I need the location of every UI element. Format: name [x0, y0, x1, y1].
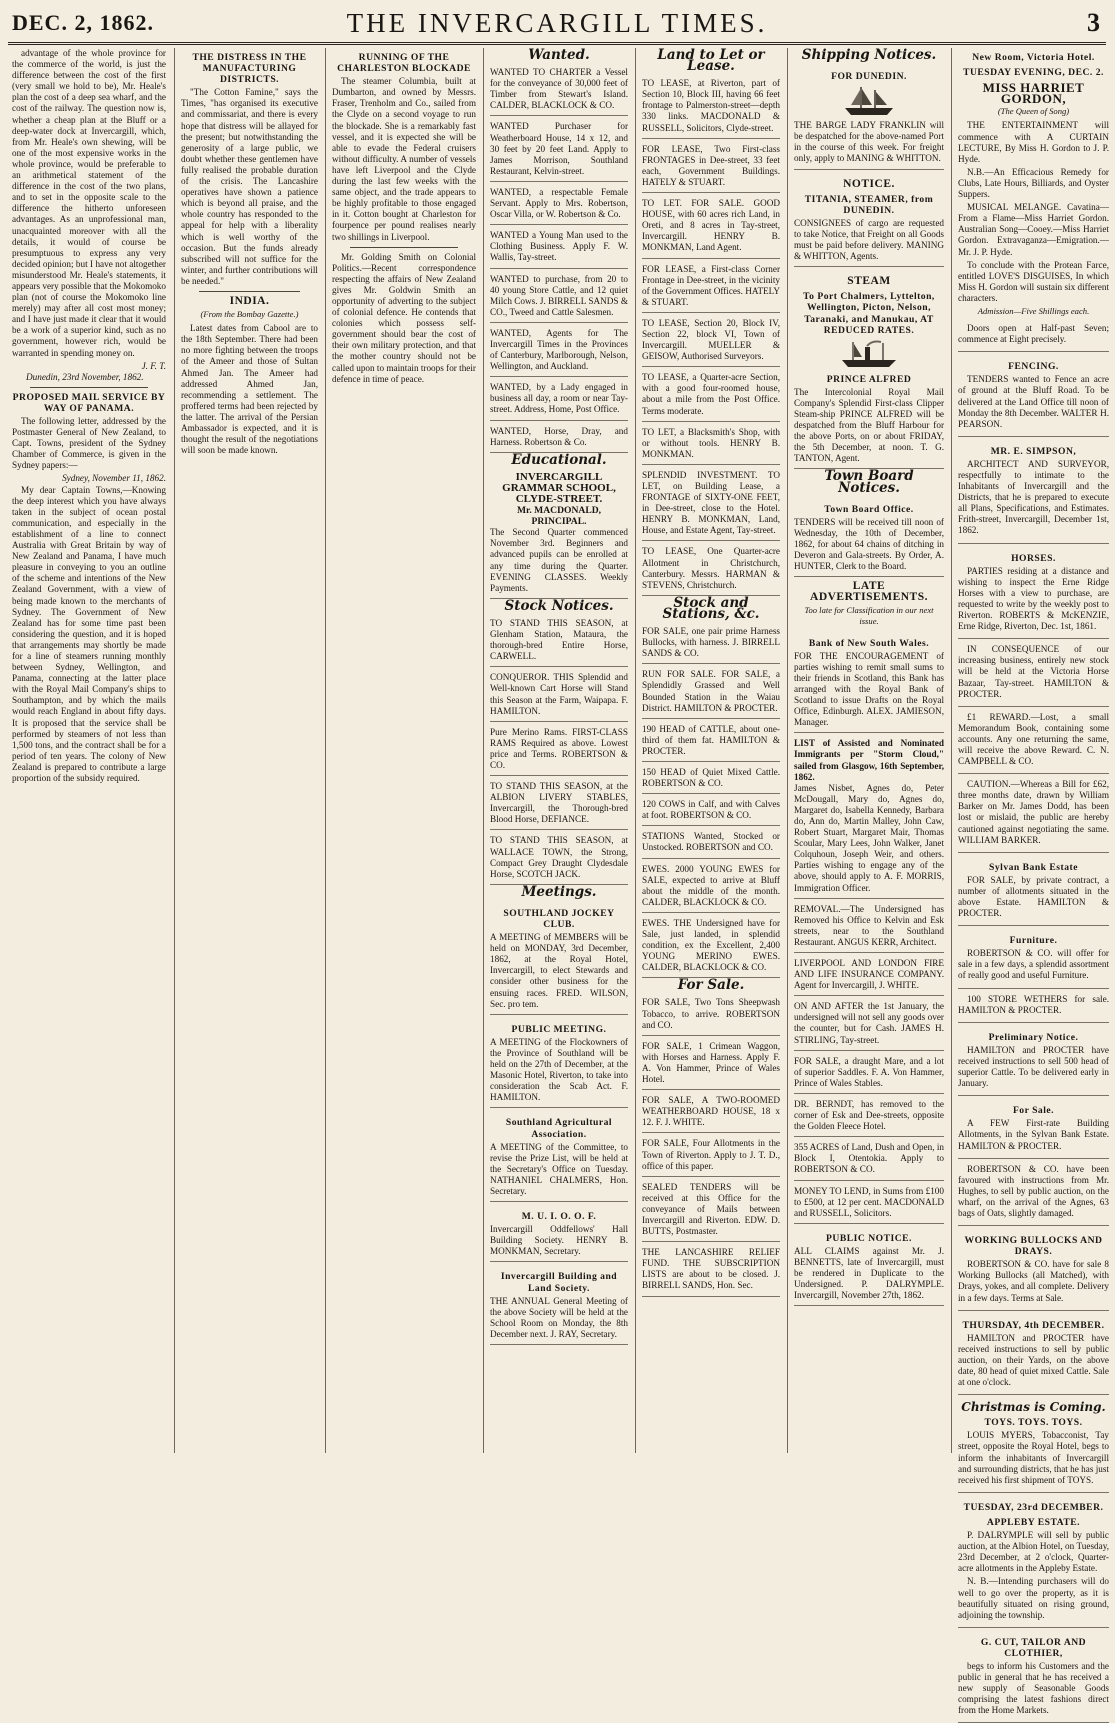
- ad-land: [642, 467, 780, 542]
- section-heading-stock: Stock Notices.: [504, 597, 614, 614]
- masthead-rule: [8, 42, 1106, 45]
- appleby-heading: APPLEBY ESTATE.: [986, 1516, 1081, 1528]
- ad-text: WANTED Purchaser for Weatherboard House, 14 x 12, and 30 feet by 20 feet Land. Apply to James Morrison, Southland Restaurant, Kelvin-street.: [490, 121, 628, 176]
- ad-text: WANTED, Agents for The Invercargill Times in the Provinces of Canterbury, Marlborough, Nelson, Wellington, and Auckland.: [490, 327, 628, 372]
- ad-school: [490, 469, 628, 599]
- immigrants-heading: LIST of Assisted and Nominated Immigrants per "Storm Cloud," sailed from Glasgow, 16th September, 1862.: [794, 738, 944, 782]
- ad-architect: [958, 439, 1109, 544]
- section-heading-educational: Educational.: [511, 451, 607, 468]
- ad-land: [642, 75, 780, 138]
- ad-text: The Intercolonial Royal Mail Company's Splendid First-class Clipper Steam-ship PRINCE ALFRED will be despatched from the Bluff Harbour for the above Ports, on or about FRIDAY, the 5th December, at noon. T. G. TANTON, Agent.: [794, 386, 944, 464]
- ad-text: TO LEASE, a Quarter-acre Section, with a good four-roomed house, about a mile from the Post Office. Terms moderate.: [642, 372, 780, 416]
- notice-heading: NOTICE.: [843, 177, 895, 190]
- ad-sylvan: [958, 855, 1109, 926]
- venue: New Room, Victoria Hotel.: [972, 52, 1095, 63]
- column-7: [951, 48, 1115, 1716]
- section-heading-stock-stations: Stock and Stations, &c.: [662, 594, 760, 622]
- ad-text: SPLENDID INVESTMENT. TO LET, on Building Lease, a FRONTAGE of SIXTY-ONE FEET, in Dee-street, close to the Hotel. HENRY B. MONKMAN, Land, House, and Estate Agent, Tay-street.: [642, 469, 780, 536]
- ad-text: 355 ACRES of Land, Dush and Open, in Block I, Otentokia. Apply to ROBERTSON & CO.: [794, 1142, 944, 1175]
- ad-public-notice: [794, 1226, 944, 1307]
- ad-text: WANTED a Young Man used to the Clothing Business. Apply F. W. Wallis, Tay-street.: [490, 230, 628, 263]
- ad-text: FOR SALE, Two Tons Sheepwash Tobacco, to arrive. ROBERTSON and CO.: [642, 997, 780, 1030]
- article-source: (From the Bombay Gazette.): [200, 309, 299, 320]
- article-heading: RUNNING OF THE CHARLESTON BLOCKADE: [337, 52, 471, 75]
- divider: [199, 291, 300, 292]
- ad-land: [642, 424, 780, 465]
- ad-wanted: [490, 118, 628, 181]
- ad-sale: [642, 1092, 780, 1133]
- column-4: [483, 48, 634, 1453]
- ad-wanted: [490, 184, 628, 225]
- section-heading-wanted: Wanted.: [528, 47, 590, 63]
- article-body: Latest dates from Cabool are to the 18th September. There had been no more fighting between the troops of the Ameer and those of Sultan Ahmed Jan. The Ameer had addressed Ahmed Jan, recommending a settlement. The proffered terms had been rejected by the latter. The arrival of the Persian Ambassador is expected, and it is thought the result of the negotiations will soon be made known.: [181, 323, 318, 456]
- meeting-text: A MEETING of the Committee, to revise the Prize List, will be held at the Secretary's Office on Tuesday. NATHANIEL CHALMERS, Hon. Secretary.: [490, 1141, 628, 1196]
- ad-text: RUN FOR SALE. FOR SALE, a Splendidly Grassed and Well Bounded Station in the Waiau District. HAMILTON & PROCTER.: [642, 669, 780, 713]
- performance-date: TUESDAY EVENING, DEC. 2.: [963, 67, 1104, 79]
- meeting-title: PUBLIC MEETING.: [511, 1023, 607, 1035]
- article-heading: THE DISTRESS IN THE MANUFACTURING DISTRICTS.: [192, 52, 307, 86]
- ad-text: LOUIS MYERS, Tobacconist, Tay street, opposite the Royal Hotel, begs to inform the inhabitants of Invercargill and surrounding districts, that he has just received his first shipment of TOYS.: [958, 1430, 1109, 1485]
- ad-sale: [642, 1179, 780, 1242]
- ad-text: ALL CLAIMS against Mr. J. BENNETTS, late of Invercargill, must be rendered in Duplicate to the Undersigned. P. DALRYMPLE. Invercargill, November 27th, 1862.: [794, 1245, 944, 1301]
- ad-text: To conclude with the Protean Farce, entitled LOVE'S DISGUISES, In which Miss H. Gordon will sustain six different characters.: [958, 259, 1109, 303]
- meeting-text: A MEETING of MEMBERS will be held on MONDAY, 3rd December, 1862, at the Royal Hotel, Invercargill, to elect Stewards and consider other business for the ensuing races. FRED. WILSON, Sec. pro tem.: [490, 932, 628, 1009]
- ad-text: TO STAND THIS SEASON, at the ALBION LIVERY STABLES, Invercargill, the Thorough-bred Blood Horse, DEFIANCE.: [490, 781, 628, 825]
- thursday-heading: THURSDAY, 4th DECEMBER.: [962, 1319, 1105, 1331]
- ad-text: ON AND AFTER the 1st January, the undersigned will not sell any goods over the counter, but for Cash. JAMES H. STIRLING, Tay-street.: [794, 1001, 944, 1045]
- article-body: "The Cotton Famine," says the Times, "has organised its executive and commissariat, and there is every hope that distress will be allayed for the present; but notwithstanding the generosity of a large public, we doubt whether these gentlemen have fully realised the probable duration of the crisis. The Lancashire operatives have shown a patience which is beyond all praise, and the whole country has responded to the appeal for help with a liberality which is well worthy of the occasion. But the funds already subscribed will not suffice for the winter, and further contributions will be needed.": [181, 87, 318, 286]
- ad-stock: [642, 666, 780, 718]
- meeting-title: SOUTHLAND JOCKEY CLUB.: [503, 907, 615, 930]
- ad-meeting: [490, 1110, 628, 1202]
- late-ads-sub: Too late for Classification in our next issue.: [804, 605, 934, 627]
- ad-text: 100 STORE WETHERS for sale. HAMILTON & PROCTER.: [958, 993, 1109, 1015]
- ad-sale: [642, 1038, 780, 1090]
- ad-reward: [958, 709, 1109, 774]
- ad-text: P. DALRYMPLE will sell by public auction, at the Albion Hotel, on Tuesday, 23rd December, at 2 o'clock, Quarter-acre allotments in the Appleby Estate.: [958, 1530, 1109, 1574]
- steamship-icon: [794, 338, 944, 370]
- ad-text: TENDERS will be received till noon of Wednesday, the 10th of December, 1862, for about 64 chains of ditching in Deveron and Gala-streets. By Order, A. HUNTER, Clerk to the Board.: [794, 516, 944, 572]
- ad-text: CONSIGNEES of cargo are requested to take Notice, that Freight on all Goods must be paid before delivery. MANING & WHITTON, Agents.: [794, 217, 944, 262]
- ad-wanted: [490, 64, 628, 116]
- ad-stock: [642, 721, 780, 762]
- ad-caution: [958, 776, 1109, 853]
- ad-land: [642, 315, 780, 367]
- furniture-heading: Furniture.: [1009, 935, 1058, 947]
- ad-land: [642, 369, 780, 421]
- ad-town-board: [794, 497, 944, 578]
- article-body: My dear Captain Towns,—Knowing the deep interest which you have always taken in the subject of ocean postal communication, and especially in the establishment of a line to connect Australia with Great Britain by way of New Zealand and Panama, I have much pleasure in conveying to you an outline of the scheme and intentions of the New Zealand Government, with a view of being made known to the merchants of Sydney. The Government of New Zealand has for some time past been considering the question, and it is hoped that arrangements may shortly be made for a line of steamers running monthly between Sydney, Wellington, and Panama, connecting at the latter place with the Royal Mail Company's ships to Southampton, and by which the mails would reach England in about fifty days. It is proposed that the service shall be performed by steamers of not less than 1,500 tons, and the contract shall be for a period of ten years. The colony of New Zealand is prepared to contribute a large proportion of the subsidy required.: [12, 484, 166, 783]
- ad-text: MONEY TO LEND, in Sums from £100 to £500, at 12 per cent. MACDONALD and RUSSELL, Solicitors.: [794, 1185, 944, 1218]
- ad-text: FOR LEASE, a First-class Corner Frontage in Dee-street, in the vicinity of the Government Offices. HATELY & STUART.: [642, 263, 780, 307]
- meeting-title: M. U. I. O. O. F.: [521, 1211, 597, 1223]
- issue-date: DEC. 2, 1862.: [12, 10, 154, 35]
- ad-removal: [794, 901, 944, 953]
- architect-name: MR. E. SIMPSON,: [990, 445, 1077, 457]
- town-heading: Town Board Office.: [824, 503, 914, 515]
- ad-text: WANTED to purchase, from 20 to 40 young Store Cattle, and 12 quiet Milch Cows. J. BIRRELL SANDS & CO., Tweed and Cattle Salesmen.: [490, 273, 628, 317]
- ad-land: [794, 1139, 944, 1180]
- tuesday-heading: TUESDAY, 23rd DECEMBER.: [963, 1501, 1104, 1513]
- ad-land: [642, 141, 780, 193]
- meeting-text: Invercargill Oddfellows' Hall Building Society. HENRY B. MONKMAN, Secretary.: [490, 1224, 628, 1257]
- ad-bank: [794, 631, 944, 734]
- ad-text: FOR LEASE, Two First-class FRONTAGES in Dee-street, 33 feet each, Government Buildings. HATELY & STUART.: [642, 143, 780, 187]
- ad-notice: [794, 1096, 944, 1137]
- ad-steam: [794, 269, 944, 469]
- ad-text: ROBERTSON & CO. have for sale 8 Working Bullocks (all Matched), with Drays, yokes, and all complete. Delivery in a few days. Terms at Sale.: [958, 1259, 1109, 1303]
- ad-bullocks: [958, 1228, 1109, 1311]
- ad-text: ARCHITECT AND SURVEYOR, respectfully to intimate to the Inhabitants of Invercargill and the Districts, that he is prepared to execute all Plans, Specifications, and Estimates. Frith-street, Invercargill, December 1st, 1862.: [958, 458, 1109, 536]
- ad-text: £1 REWARD.—Lost, a small Memorandum Book, containing some accounts. Any one returning the same, will receive the above Reward. C. N. CAMPBELL & CO.: [958, 711, 1109, 767]
- meeting-text: A MEETING of the Flockowners of the Province of Southland will be held on the 27th of December, at the Masonic Hotel, Riverton, to take into consideration the Scab Act. F. HAMILTON.: [490, 1036, 628, 1103]
- ad-christmas: [958, 1397, 1109, 1493]
- ad-text: FOR SALE, 1 Crimean Waggon, with Horses and Harness. Apply F. A. Von Hammer, Prince of Wales Hotel.: [642, 1040, 780, 1085]
- ad-notice: [794, 172, 944, 268]
- ad-stock: [490, 669, 628, 721]
- masthead: [0, 6, 1114, 40]
- performer-name: MISS HARRIET GORDON,: [982, 80, 1085, 107]
- ad-sale: [642, 1135, 780, 1176]
- ad-text: TO LET, a Blacksmith's Shop, with or without tools. HENRY B. MONKMAN.: [642, 426, 780, 459]
- section-heading-for-sale: For Sale.: [677, 977, 745, 994]
- ad-wethers: [958, 991, 1109, 1023]
- ad-text: N.B.—An Efficacious Remedy for Clubs, Late Hours, Billiards, and Oyster Suppers.: [958, 166, 1109, 200]
- ad-text: EWES. THE Undersigned have for Sale, just landed, in splendid condition, ex the Excellent, 2,400 YOUNG MERINO EWES. CALDER, BLACKLOCK & CO.: [642, 917, 780, 973]
- ad-stock: [642, 796, 780, 826]
- ad-text: MUSICAL MELANGE. Cavatina—From a Flame—Miss Harriet Gordon. Australian Song—Cooey.—Miss Harriet Gordon. Extravaganza—Emigration.—Mr. J. P. Hyde.: [958, 202, 1109, 257]
- divider: [350, 247, 458, 248]
- ad-text: WANTED TO CHARTER a Vessel for the conveyance of 30,000 feet of Timber from Stewart's Island. CALDER, BLACKLOCK & CO.: [490, 67, 628, 111]
- ad-text: REMOVAL.—The Undersigned has Removed his Office to Kelvin and Esk streets, near to the Southland Restaurant. ANGUS KERR, Architect.: [794, 903, 944, 947]
- ad-text: WANTED, by a Lady engaged in business all day, a room or near Tay-street. Address, Home, Post Office.: [490, 382, 628, 415]
- column-5: [635, 48, 786, 1453]
- ad-stock: [642, 623, 780, 664]
- ad-meeting: [490, 1264, 628, 1345]
- article-intro: The following letter, addressed by the Postmaster General of New Zealand, to Capt. Towns, president of the Sydney Chamber of Commerce, is given in the Sydney papers:—: [12, 416, 166, 471]
- ad-text: FOR THE ENCOURAGEMENT of parties wishing to remit small sums to their friends in Scotland, this Bank has arranged with the Royal Bank of Scotland to issue Drafts on the Royal Office, Edinburgh. ALEX. JAMIESON, Manager.: [794, 650, 944, 728]
- ad-text: FOR SALE, A TWO-ROOMED WEATHERBOARD HOUSE, 18 x 12. F. J. WHITE.: [642, 1095, 780, 1128]
- ad-text: CAUTION.—Whereas a Bill for £62, three months date, drawn by William Barker on Mr. James Dodd, has been lost or mislaid, the public are hereby cautioned against negotiating the same. WILLIAM BARKER.: [958, 779, 1109, 845]
- ad-wanted: [490, 325, 628, 377]
- ad-text: THE BARGE LADY FRANKLIN will be despatched for the above-named Port in the course of this week. For freight only, apply to MANING & WHITTON.: [794, 120, 944, 164]
- notice-sub: TITANIA, STEAMER, from DUNEDIN.: [804, 193, 934, 216]
- ad-text: 120 COWS in Calf, and with Calves at foot. ROBERTSON & CO.: [642, 799, 780, 821]
- ad-text: TO LEASE, One Quarter-acre Allotment in Christchurch, Canterbury. Messrs. HARMAN & STEVENS, Christchurch.: [642, 546, 780, 590]
- ad-text: FOR SALE, Four Allotments in the Town of Riverton. Apply to J. T. D., office of this paper.: [642, 1138, 780, 1171]
- ad-sale: [794, 1053, 944, 1094]
- fencing-heading: FENCING.: [1008, 361, 1059, 373]
- letter-text: advantage of the whole province for the commerce of the world, is just the difference between the cost of the first (very small we hold to be), Mr. Heale's plan the cost of a deep sea wharf, and the cost of the railway. The question now is, whether a cheap plan at the Bluff or a deep-water dock at Invercargill, which, from Mr. Heale's own shewing, will be one of the most expensive works in the whole province, would be preferable to an arithmetical statement of the difference in the cost of the two plans, and to set in the opposite scale to the difference the hitherto unforeseen advantages. As an unprofessional man, unacquainted moreover with all the details, it would of course be presumptuous to express any very decided opinion; but I have not altogether misunderstood Mr. Heale's statements, it appears very possible that the Mokomoko plan (not of course the Mokomoko line merely) may after all cost most money; and I have just made it clear that it would be a work of a superior kind, such as no government, however rich, would be warranted in spending money on.: [12, 48, 166, 358]
- ad-text: FOR SALE, one pair prime Harness Bullocks, with harness. J. BIRRELL SANDS & CO.: [642, 626, 780, 659]
- column-2: [174, 48, 324, 1453]
- sylvan-heading: Sylvan Bank Estate: [989, 861, 1078, 873]
- ad-text: FOR SALE, a draught Mare, and a lot of superior Saddles. F. A. Von Hammer, Prince of Wales Stables.: [794, 1055, 944, 1088]
- ad-for-sale: [958, 1098, 1109, 1158]
- ad-text: TO LET. FOR SALE. GOOD HOUSE, with 60 acres rich Land, in Oreti, and 8 acres in Tay-street, Invercargill. HENRY B. MONKMAN, Land Agent.: [642, 198, 780, 253]
- steam-route: To Port Chalmers, Lyttelton, Wellington, Picton, Nelson, Taranaki, and Manukau, AT REDUCED RATES.: [803, 291, 935, 336]
- ad-text: THE ENTERTAINMENT will commence with A CURTAIN LECTURE, By Miss H. Gordon to J. P. Hyde.: [958, 120, 1109, 164]
- letter-dateline: Dunedin, 23rd November, 1862.: [26, 371, 144, 382]
- section-heading-meetings: Meetings.: [521, 883, 597, 900]
- meeting-title: Invercargill Building and Land Society.: [500, 1271, 618, 1294]
- article-place: Sydney, November 11, 1862.: [62, 473, 166, 484]
- page-number: 3: [1087, 8, 1100, 37]
- ad-stock: [642, 828, 780, 858]
- ad-text: CONQUEROR. THIS Splendid and Well-known Cart Horse will Stand this Season at the Farm, Waipapa. F. HAMILTON.: [490, 672, 628, 716]
- ad-wanted: [490, 271, 628, 323]
- bullocks-heading: WORKING BULLOCKS AND DRAYS.: [964, 1235, 1103, 1258]
- newspaper-title: THE INVERCARGILL TIMES.: [346, 8, 768, 38]
- ad-thursday: [958, 1313, 1109, 1396]
- ad-appleby: [958, 1495, 1109, 1628]
- article-body: The steamer Columbia, built at Dumbarton, and owned by Messrs. Fraser, Trenholm and Co., sailed from the Clyde on a second voyage to run the blockade. She is a remarkably fast vessel, and it is expected she will be able to evade the Federal cruisers without difficulty. A number of vessels have left Liverpool and the Clyde during the last few weeks with the same object, and the trade appears to be highly profitable to those engaged in it. Cotton bought at Charleston for fourpence per pound realises nearly two shillings in Liverpool.: [332, 76, 476, 242]
- ad-text: begs to inform his Customers and the public in general that he has received a new supply of Seasonable Goods comprising the latest fashions direct from the Home Markets.: [958, 1660, 1109, 1716]
- ad-text: TENDERS wanted to Fence an acre of ground at the Bluff Road. To be delivered at the Land Office till noon of Monday the 8th December. WALTER H. PEARSON.: [958, 374, 1109, 429]
- ad-text: HAMILTON and PROCTER have received instructions to sell 500 head of superior Cattle. To be delivered early in January.: [958, 1044, 1109, 1089]
- ad-stock: [490, 832, 628, 884]
- ad-text: TO LEASE, at Riverton, part of Section 10, Block III, having 66 feet frontage to Palmerston-street—depth 330 links. MACDONALD & RUSSELL, Solicitors, Clyde-street.: [642, 78, 780, 133]
- ad-text: PARTIES residing at a distance and wishing to inspect the Erne Ridge Horses with a view to purchase, are requested to write by the weekly post to Riverton. ROBERTS & McKENZIE, Erne Ridge, Riverton, Dec. 1st, 1861.: [958, 565, 1109, 632]
- ad-stock: [490, 615, 628, 667]
- section-heading-land: Land to Let or Lease.: [657, 47, 765, 75]
- ad-text: TO LEASE, Section 20, Block IV, Section 22, block VI, Town of Invercargill. MUELLER & GEISOW, Authorised Surveyors.: [642, 317, 780, 362]
- dunedin-heading: FOR DUNEDIN.: [831, 71, 907, 83]
- ad-text: N. B.—Intending purchasers will do well to go over the property, as it is beautifully situated on rising ground, adjoining the township.: [958, 1576, 1109, 1620]
- ad-meeting: [490, 1017, 628, 1109]
- ad-text: TO STAND THIS SEASON, at WALLACE TOWN, the Strong, Compact Grey Draught Clydesdale Horse, SCOTCH JACK.: [490, 835, 628, 879]
- letter-signature: J. F. T.: [141, 360, 166, 371]
- toys-line: TOYS. TOYS. TOYS.: [984, 1417, 1083, 1429]
- ad-text: DR. BERNDT, has removed to the corner of Esk and Dee-streets, opposite the Golden Fleece Hotel.: [794, 1098, 944, 1132]
- steam-heading: STEAM: [847, 275, 891, 288]
- performer-sub: (The Queen of Song): [997, 106, 1070, 117]
- ad-sale: [642, 1244, 780, 1296]
- school-text: The Second Quarter commenced November 3rd. Beginners and advanced pupils can be enrolled at any time during the Quarter. EVENING CLASSES. Weekly Payments.: [490, 527, 628, 593]
- ad-text: ROBERTSON & CO. will offer for sale in a few days, a splendid assortment of really good and useful Furniture.: [958, 948, 1109, 981]
- column-1: [6, 48, 172, 1453]
- ad-text: THE LANCASHIRE RELIEF FUND. THE SUBSCRIPTION LISTS are about to be closed. J. BIRRELL SANDS, Hon. Sec.: [642, 1247, 780, 1291]
- article-heading: PROPOSED MAIL SERVICE BY WAY OF PANAMA.: [12, 391, 166, 414]
- ad-wanted: [490, 379, 628, 420]
- ad-text: A FEW First-rate Building Allotments, in the Sylvan Bank Estate. HAMILTON & PROCTER.: [958, 1118, 1109, 1151]
- prelim-heading: Preliminary Notice.: [988, 1031, 1079, 1043]
- ad-sale: [642, 994, 780, 1035]
- ad-text: 190 HEAD of CATTLE, about one-third of them fat. HAMILTON & PROCTER.: [642, 723, 780, 756]
- ad-wanted: [490, 227, 628, 268]
- bank-heading: Bank of New South Wales.: [808, 637, 930, 649]
- ad-text: SEALED TENDERS will be received at this Office for the conveyance of Mails between Invercargill and Riverton. EDW. D. BUTTS, Postmaster.: [642, 1181, 780, 1237]
- ad-text: LIVERPOOL AND LONDON FIRE AND LIFE INSURANCE COMPANY. Agent for Invercargill, J. WHITE.: [794, 958, 944, 991]
- ad-fencing: [958, 354, 1109, 437]
- ad-wanted: [490, 423, 628, 453]
- ad-text: STATIONS Wanted, Stocked or Unstocked. ROBERTSON and CO.: [642, 831, 780, 853]
- ad-money: [794, 1183, 944, 1224]
- tailor-heading: G. CUT, TAILOR AND CLOTHIER,: [980, 1636, 1087, 1659]
- section-heading-town-board: Town Board Notices.: [824, 468, 914, 496]
- ad-preliminary: [958, 1025, 1109, 1096]
- ad-notice: [958, 641, 1109, 706]
- school-heading: INVERCARGILL GRAMMAR SCHOOL, CLYDE-STREET.: [502, 470, 616, 505]
- ad-stock: [642, 861, 780, 913]
- ad-stock: [642, 915, 780, 978]
- ad-land: [642, 261, 780, 313]
- column-6: [787, 48, 950, 1453]
- ad-text: TO STAND THIS SEASON, at Glenham Station, Mataura, the thorough-bred Entire Horse, CARWELL.: [490, 617, 628, 662]
- article-body: Mr. Golding Smith on Colonial Politics.—Recent correspondence respecting the affairs of New Zealand gives Mr. Goldwin Smith an opportunity of adverting to the subject of colonial defence. He contends that colonies which possess self-government should bear the cost of their own military protection, and that the mother country should not be called upon to maintain troops for their defence in time of peace.: [332, 251, 476, 384]
- ad-text: EWES. 2000 YOUNG EWES for SALE, expected to arrive at Bluff about the middle of the month. CALDER, BLACKLOCK & CO.: [642, 863, 780, 907]
- ad-notice: [794, 998, 944, 1050]
- ad-text: Pure Merino Rams. FIRST-CLASS RAMS Required as above. Lowest price and Terms. ROBERTSON & CO.: [490, 726, 628, 770]
- ad-tailor: [958, 1630, 1109, 1723]
- ad-text: HAMILTON and PROCTER have received instructions to sell by public auction, on their Yards, on the above date, 80 head of quiet mixed Cattle. Sale at one o'clock.: [958, 1332, 1109, 1388]
- ad-doors: [958, 320, 1109, 352]
- ad-robertson: [958, 1161, 1109, 1226]
- meeting-title: Southland Agricultural Association.: [505, 1117, 613, 1140]
- ad-text: James Nisbet, Agnes do, Peter McDougall, Mary do, Agnes do, Margaret do, Isabella Kennedy, Barbara do, Ann do, Martin Malley, John Caw, Robert Stuart, Margaret Mair, Thomas Scoular, Mary Lees, John Walker, Janet Colquhoun, Joseph Weir, and others. Parties wishing to engage any of the above, should apply to A. F. MORRIS, Immigration Officer.: [794, 782, 944, 893]
- ad-meeting: [490, 901, 628, 1015]
- late-ads-heading: LATE ADVERTISEMENTS.: [810, 580, 928, 604]
- christmas-heading: Christmas is Coming.: [961, 1400, 1106, 1415]
- ad-dunedin: [794, 64, 944, 169]
- sailing-ship-icon: [794, 84, 944, 118]
- section-heading-shipping: Shipping Notices.: [801, 47, 937, 63]
- ad-text: WANTED, Horse, Dray, and Harness. Robertson & Co.: [490, 425, 628, 447]
- forsale-heading: For Sale.: [1012, 1105, 1055, 1117]
- ad-text: Doors open at Half-past Seven; commence at Eight precisely.: [958, 323, 1109, 345]
- admission: Admission—Five Shillings each.: [977, 305, 1090, 316]
- article-heading: INDIA.: [229, 294, 270, 307]
- ad-furniture: [958, 928, 1109, 988]
- ad-text: ROBERTSON & CO. have been favoured with instructions from Mr. Hughes, to sell by public auction, on the wharf, on the arrival of the Agnes, 63 bags of Oats, slightly damaged.: [958, 1163, 1109, 1218]
- public-notice-heading: PUBLIC NOTICE.: [826, 1232, 912, 1244]
- horses-heading: HORSES.: [1011, 552, 1056, 564]
- ad-text: 150 HEAD of Quiet Mixed Cattle. ROBERTSON & CO.: [642, 766, 780, 789]
- ad-land: [642, 543, 780, 595]
- ad-horses: [958, 546, 1109, 640]
- column-3: [325, 48, 482, 1453]
- ad-insurance: [794, 955, 944, 996]
- ad-stock: [490, 778, 628, 830]
- ad-immigrants: [794, 735, 944, 898]
- meeting-text: THE ANNUAL General Meeting of the above Society will be held at the School Room on Monday, the 8th December next. J. RAY, Secretary.: [490, 1295, 628, 1339]
- school-principal: Mr. MACDONALD, PRINCIPAL.: [516, 505, 602, 528]
- ad-text: WANTED, a respectable Female Servant. Apply to Mrs. Robertson, Oscar Villa, or W. Robertson & Co.: [490, 186, 628, 220]
- ad-text: IN CONSEQUENCE of our increasing business, entirely new stock will be held at the Victoria Horse Bazaar, Tay-street. HAMILTON & PROCTER.: [958, 644, 1109, 699]
- divider: [30, 387, 148, 388]
- ship-name: PRINCE ALFRED: [826, 373, 912, 385]
- ad-stock: [490, 724, 628, 776]
- ad-text: FOR SALE, by private contract, a number of allotments situated in the above Estate. HAMILTON & PROCTER.: [958, 874, 1109, 919]
- ad-stock: [642, 764, 780, 794]
- ad-meeting: [490, 1204, 628, 1262]
- ad-land: [642, 195, 780, 258]
